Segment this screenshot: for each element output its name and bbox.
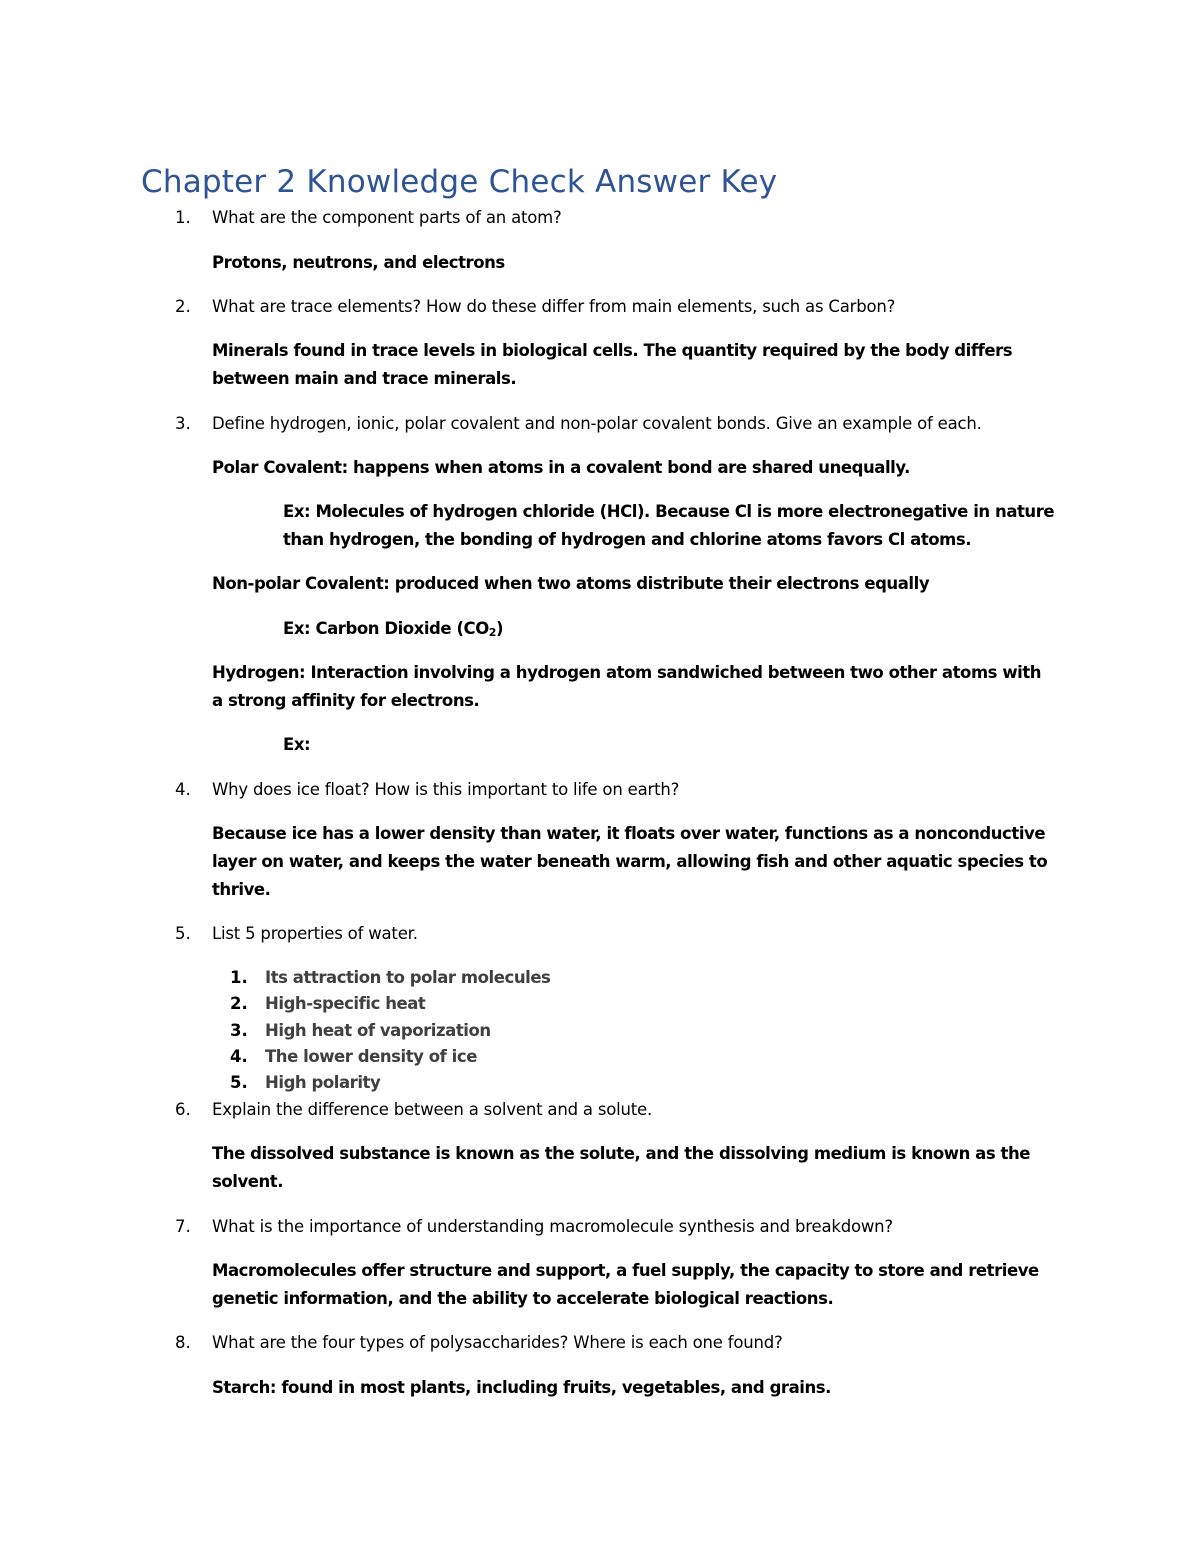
question-number: 7. [175,1217,191,1236]
answer-text: Polar Covalent: happens when atoms in a covalent bond are shared unequally. [212,458,910,477]
question-number: 6. [175,1100,191,1119]
list-item: The lower density of ice [265,1047,477,1066]
example-prefix: Ex: Carbon Dioxide (CO [283,619,489,638]
list-item: High-specific heat [265,994,426,1013]
question-text: List 5 properties of water. [212,924,418,943]
list-item-number: 1. [230,968,248,987]
example-text [283,619,503,639]
example-text: Ex: [283,735,311,754]
answer-text: genetic information, and the ability to accelerate biological reactions. [212,1289,834,1308]
question-number: 5. [175,924,191,943]
question-text: What is the importance of understanding macromolecule synthesis and breakdown? [212,1217,893,1236]
subscript: 2 [488,626,497,639]
answer-text: Protons, neutrons, and electrons [212,253,505,272]
question-number: 4. [175,780,191,799]
answer-text: Minerals found in trace levels in biological cells. The quantity required by the body differs [212,341,1013,360]
list-item-number: 5. [230,1073,248,1092]
answer-text: Hydrogen: Interaction involving a hydrogen atom sandwiched between two other atoms with [212,663,1042,682]
example-suffix: ) [496,619,504,638]
answer-text: Because ice has a lower density than water, it floats over water, functions as a nonconductive [212,824,1046,843]
answer-text: layer on water, and keeps the water beneath warm, allowing fish and other aquatic species to [212,852,1048,871]
example-text: Ex: Molecules of hydrogen chloride (HCl). Because Cl is more electronegative in nature [283,502,1055,521]
question-text: Explain the difference between a solvent and a solute. [212,1100,653,1119]
answer-text: solvent. [212,1172,284,1191]
answer-text: Macromolecules offer structure and support, a fuel supply, the capacity to store and retrieve [212,1261,1039,1280]
question-number: 2. [175,297,191,316]
question-text: What are the four types of polysaccharides? Where is each one found? [212,1333,783,1352]
page-title: Chapter 2 Knowledge Check Answer Key [141,164,778,200]
question-text: What are trace elements? How do these differ from main elements, such as Carbon? [212,297,896,316]
question-text: Define hydrogen, ionic, polar covalent and non-polar covalent bonds. Give an example of each. [212,414,982,433]
answer-text: The dissolved substance is known as the solute, and the dissolving medium is known as the [212,1144,1030,1163]
list-item: Its attraction to polar molecules [265,968,551,987]
answer-text: between main and trace minerals. [212,369,517,388]
answer-text: Non-polar Covalent: produced when two atoms distribute their electrons equally [212,574,930,593]
question-number: 3. [175,414,191,433]
question-number: 8. [175,1333,191,1352]
list-item-number: 2. [230,994,248,1013]
list-item-number: 3. [230,1021,248,1040]
list-item: High polarity [265,1073,381,1092]
answer-text: a strong affinity for electrons. [212,691,480,710]
question-number: 1. [175,208,191,227]
answer-text: Starch: found in most plants, including fruits, vegetables, and grains. [212,1378,831,1397]
answer-text: thrive. [212,880,271,899]
list-item-number: 4. [230,1047,248,1066]
list-item: High heat of vaporization [265,1021,491,1040]
question-text: What are the component parts of an atom? [212,208,562,227]
question-text: Why does ice float? How is this important to life on earth? [212,780,680,799]
example-text: than hydrogen, the bonding of hydrogen and chlorine atoms favors Cl atoms. [283,530,972,549]
